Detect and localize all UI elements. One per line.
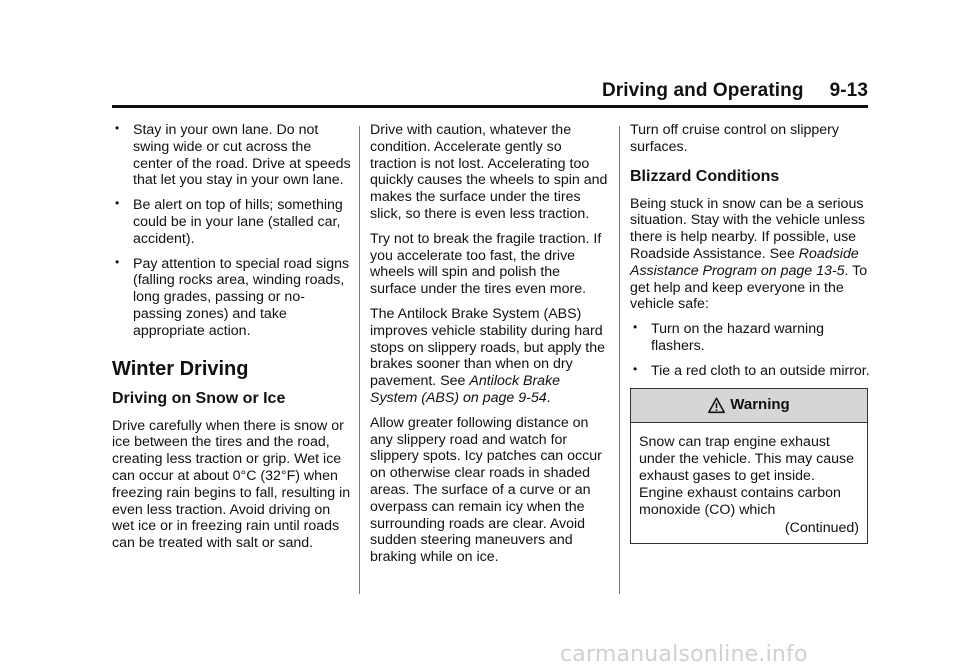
- paragraph-text: . To get help and keep everyone in the vehicle safe:: [630, 262, 868, 313]
- continued-label: (Continued): [784, 519, 859, 536]
- subsection-heading: Blizzard Conditions: [630, 167, 780, 185]
- page-reference-link[interactable]: Roadside Assistance Program on page 13-5: [630, 245, 859, 279]
- warning-icon: [708, 397, 725, 414]
- bullet-item: • Be alert on top of hills; something could be in your lane (stalled car, accident).: [112, 197, 352, 247]
- header-rule: [112, 105, 868, 108]
- paragraph-text: Being stuck in snow can be a serious situation. Stay with the vehicle unless there is help nearby. If possible, use Roadside Assistance. See: [630, 195, 866, 262]
- page-header: [112, 80, 868, 104]
- bullet-item: • Turn on the hazard warning flashers.: [630, 321, 870, 355]
- warning-text: Snow can trap engine exhaust under the vehicle. This may cause exhaust gases to get inside. Engine exhaust contains carbon monoxide (CO) which: [639, 433, 855, 518]
- paragraph: Try not to break the fragile traction. If you accelerate too fast, the drive wheels will spin and polish the surface under the tires even more.: [370, 230, 602, 298]
- column-2: [370, 122, 610, 574]
- bullet-item: • Tie a red cloth to an outside mirror.: [630, 363, 870, 380]
- bullet-item: • Pay attention to special road signs (falling rocks area, winding roads, long grades, passing or no-passing zones) and take appropriate action.: [112, 256, 352, 340]
- warning-body: [631, 423, 867, 543]
- paragraph: Turn off cruise control on slippery surfaces.: [630, 122, 839, 155]
- paragraph-text: The Antilock Brake System (ABS) improves vehicle stability during hard stops on slippery roads, but apply the brakes sooner than when on dry pavement. See: [370, 305, 606, 390]
- column-1: [112, 122, 352, 560]
- page-reference-link[interactable]: Antilock Brake System (ABS) on page 9-54: [370, 373, 561, 406]
- warning-title: Warning: [730, 395, 790, 413]
- column-divider-2: [619, 126, 620, 594]
- paragraph: [370, 306, 610, 407]
- page-number: 9-13: [829, 80, 868, 101]
- paragraph: Drive with caution, whatever the condition. Accelerate gently so traction is not lost. Accelerating too quickly causes the wheels to spin and makes the surface under the tires slick, so there is even less traction.: [370, 122, 608, 222]
- section-title: Driving and Operating: [601, 80, 804, 101]
- warning-box: [630, 388, 868, 544]
- paragraph-text: .: [546, 389, 551, 406]
- paragraph: Allow greater following distance on any slippery road and watch for slippery spots. Icy patches can occur on otherwise clear roads in shaded areas. The surface of a curve or an overpass can remain icy when the surrounding roads are clear. Avoid sudden steering maneuvers and braking while on ice.: [370, 414, 602, 566]
- bullet-item: • Stay in your own lane. Do not swing wide or cut across the center of the road. Drive at speeds that let you stay in your own lane.: [112, 122, 352, 189]
- watermark: carmanualsonline.info: [560, 642, 808, 667]
- subsection-heading: Driving on Snow or Ice: [112, 389, 286, 407]
- paragraph: Drive carefully when there is snow or ice between the tires and the road, creating less traction or grip. Wet ice can occur at about 0°C (32°F) when freezing rain begins to fall, resulting in even less traction. Avoid driving on wet ice or in freezing rain until roads can be treated with salt or sand.: [112, 417, 351, 552]
- paragraph: [630, 196, 870, 314]
- column-divider-1: [359, 126, 360, 594]
- section-heading: Winter Driving: [112, 357, 249, 380]
- column-3: [630, 122, 870, 544]
- warning-header: [631, 389, 867, 423]
